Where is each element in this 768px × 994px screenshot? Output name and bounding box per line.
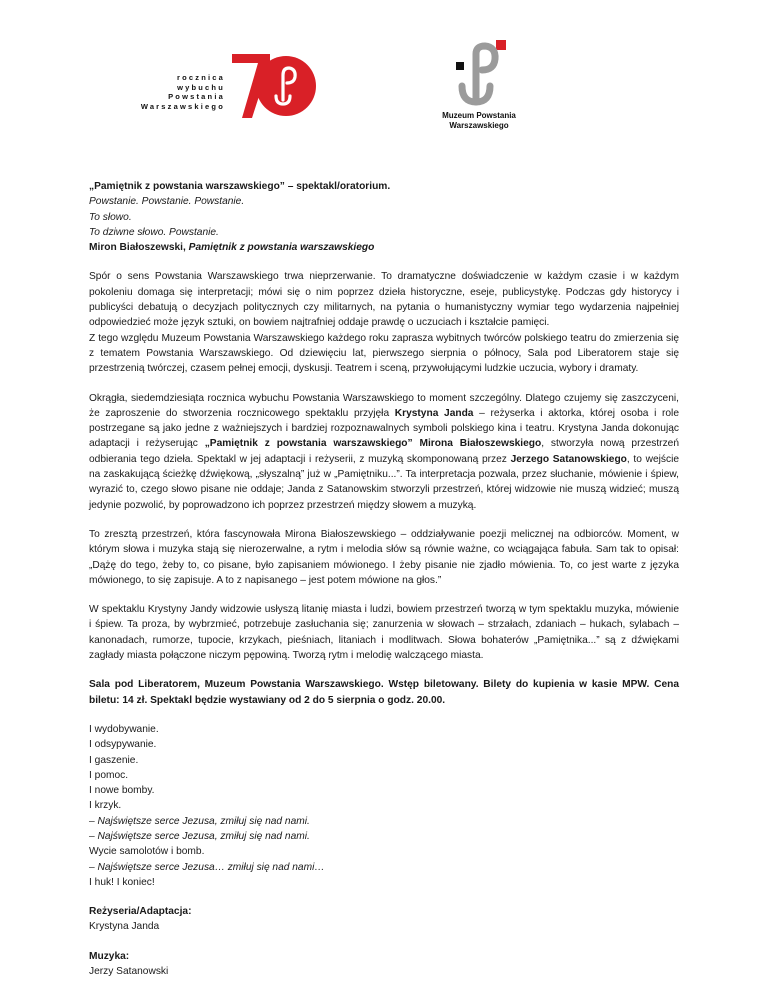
poem-excerpt <box>89 722 679 890</box>
poem-line: I pomoc. <box>89 769 129 781</box>
document-title: „Pamiętnik z powstania warszawskiego” – spektakl/oratorium. <box>89 181 391 192</box>
quote-line: To słowo. <box>89 211 132 223</box>
logo-word: wybuchu <box>177 82 225 92</box>
museum-name-line: Muzeum Powstania <box>442 111 516 120</box>
quote-line: To dziwne słowo. Powstanie. <box>89 226 219 238</box>
press-release-body <box>89 179 679 979</box>
event-info: Sala pod Liberatorem, Muzeum Powstania Warszawskiego. Wstęp biletowany. Bilety do kupienia w kasie MPW. Cena biletu: 14 zł. Spektakl będzie wystawiany od 2 do 5 sierpnia o godz. 20.00. <box>89 679 679 706</box>
quote-work: Pamiętnik z powstania warszawskiego <box>188 242 375 254</box>
poem-line: – Najświętsze serce Jezusa… zmiłuj się nad nami… <box>89 861 325 873</box>
paragraph-litany: W spektaklu Krystyny Jandy widzowie usłyszą litanię miasta i ludzi, bowiem przestrzeń tworzą w tym spektaklu muzyka, mówienie i śpiew. Ta proza, by wybrzmieć, potrzebuje zasłuchania się; zanurzenia w słowach – strzałach, zdaniach – hukach, sylabach – kanonadach, rumorze, tupocie, krzykach, pieśniach, litaniach i modlitwach. Słowa bohaterów „Pamiętnika...” są z dźwiękami zagłady miasta połączone niczym pępowiną. Tworzą rytm i melodię walczącego miasta. <box>89 604 679 662</box>
poem-line: I gaszenie. <box>89 754 139 766</box>
credit-role: Reżyseria/Adaptacja: <box>89 906 192 918</box>
text-run: , to wejście na zaskakującą ścieżkę dźwiękową, „słyszalną” już w „Pamiętniku...”. Ta interpretacja pozwala, przez słuchanie, mówienie i śpiew, wyrazić to, czego słowo pisane nie oddaje; Janda z Satanowskim stworzyli przestrzeń, której widzowie nie muszą widzieć; muszą jedynie pozwolić, by poprowadzono ich poprzez przestrzeń między słowem a muzyką. <box>89 453 679 511</box>
composer-name: Jerzego Satanowskiego <box>510 453 627 465</box>
text-run: – reżyserka i aktorka, której osoba i role postrzegane są jako jedne z ważniejszych i bardziej rozpoznawalnych symboli polskiego kina i teatru. Krystyna Janda dokonując adaptacji i reżyserując <box>89 407 679 450</box>
text-run: , stworzyła nową przestrzeń odbierania tego dzieła. Spektakl w jej adaptacji i reżyserii, z muzyką skomponowaną przez <box>89 438 679 465</box>
paragraph-intro-continued: Z tego względu Muzeum Powstania Warszawskiego każdego roku zaprasza wybitnych twórców polskiego teatru do zmierzenia się z tematem Powstania Warszawskiego. Od dziewięciu lat, pierwszego sierpnia o północy, Sala pod Liberatorem staje się przestrzenią twórczej, czasem pełnej emocji, dyskusji. Teatrem i sceną, przywołującymi ludzkie uczucia, wybory i dramaty. <box>89 332 679 375</box>
paragraph-anniversary <box>89 391 679 513</box>
poem-line: I odsypywanie. <box>89 739 157 751</box>
poem-line: I krzyk. <box>89 800 122 812</box>
quote-line: Powstanie. Powstanie. Powstanie. <box>89 196 245 208</box>
museum-logo-caption <box>434 111 524 131</box>
work-title: „Pamiętnik z powstania warszawskiego” Mirona Białoszewskiego <box>204 438 542 450</box>
museum-logo <box>434 40 524 140</box>
seventy-emblem-icon <box>226 50 318 122</box>
credit-name: Krystyna Janda <box>89 921 160 933</box>
quote-author: Miron Białoszewski, <box>89 242 186 254</box>
director-name: Krystyna Janda <box>394 407 474 419</box>
anniversary-logo-text <box>141 73 225 111</box>
credit-role: Muzyka: <box>89 950 130 962</box>
logo-word: rocznica <box>176 73 225 82</box>
museum-name-line: Warszawskiego <box>449 121 509 130</box>
kotwica-anchor-icon <box>444 40 514 110</box>
credit-direction <box>89 904 679 935</box>
poem-line: I nowe bomby. <box>89 785 155 797</box>
poem-line: – Najświętsze serce Jezusa, zmiłuj się nad nami. <box>89 815 310 827</box>
logo-word: Powstania <box>168 92 225 102</box>
poem-line: I huk! I koniec! <box>89 876 155 888</box>
text-run: Okrągła, siedemdziesiąta rocznica wybuchu Powstania Warszawskiego to moment szczególny. Dlatego czujemy się zaszczyceni, że zaproszenie do stworzenia rocznicowego spektaklu przyjęła <box>89 392 679 419</box>
poem-line: Wycie samolotów i bomb. <box>89 846 205 858</box>
poem-line: – Najświętsze serce Jezusa, zmiłuj się nad nami. <box>89 830 310 842</box>
credit-music <box>89 949 679 980</box>
poem-line: I wydobywanie. <box>89 723 159 735</box>
anniversary-logo <box>140 50 317 120</box>
paragraph-intro: Spór o sens Powstania Warszawskiego trwa nieprzerwanie. To dramatyczne doświadczenie w każdym czasie i w każdym pokoleniu domaga się interpretacji; mówi się o nim poprzez dzieła historyczne, eseje, publicystykę. Podczas gdy historycy i publicyści debatują o decyzjach politycznych czy militarnych, na pytania o humanistyczny wymiar tego wydarzenia najpełniej odpowiedzieć może język sztuki, on bowiem najtrafniej oddaje prawdę o uczuciach i kształcie pamięci. <box>89 271 679 329</box>
credit-name: Jerzy Satanowski <box>89 966 169 978</box>
quote-attribution <box>89 240 679 255</box>
logo-word: Warszawskiego <box>140 101 225 111</box>
paragraph-space: To zresztą przestrzeń, która fascynowała Mirona Białoszewskiego – oddziaływanie poezji melicznej na odbiorców. Moment, w którym słowa i muzyka stają się nierozerwalne, a rytm i melodia słów są równie ważne, co wciągająca fabuła. Sam tak to opisał: „Dążę do tego, żeby to, co pisane, było zapisaniem mówionego. I żeby pisanie nie zjadło mówienia. To, co jest warte z języka mówionego, to się zapisuje. A to z napisanego – jest potem mówione na głos.” <box>89 528 679 586</box>
